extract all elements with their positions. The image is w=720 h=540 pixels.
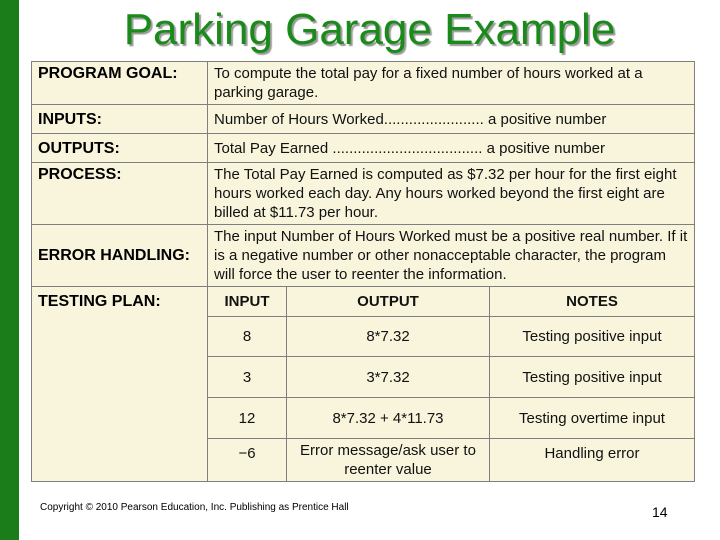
testing-plan-header-row [32,287,695,317]
slide-title: Parking Garage Example [123,5,616,54]
process-label: PROCESS: [32,163,208,225]
error-handling-label: ERROR HANDLING: [32,225,208,287]
outputs-row [32,134,695,163]
testing-output-cell: 8*7.32 [287,317,490,357]
specification-table [31,61,695,482]
testing-header-output: OUTPUT [287,287,490,317]
testing-notes-cell: Testing positive input [490,317,695,357]
program-goal-label: PROGRAM GOAL: [32,62,208,105]
error-handling-row [32,225,695,287]
program-goal-value: To compute the total pay for a fixed number of hours worked at a parking garage. [208,62,695,105]
testing-header-notes: NOTES [490,287,695,317]
testing-input-cell: 3 [208,357,287,398]
testing-plan-label: TESTING PLAN: [32,287,208,482]
program-goal-row [32,62,695,105]
process-value: The Total Pay Earned is computed as $7.32 per hour for the first eight hours worked each day. Any hours worked beyond the first eight are billed at $11.73 per hour. [208,163,695,225]
copyright-footer: Copyright © 2010 Pearson Education, Inc. Publishing as Prentice Hall [40,502,349,513]
testing-output-cell: Error message/ask user to reenter value [287,439,490,482]
inputs-label: INPUTS: [32,105,208,134]
testing-notes-cell: Handling error [490,439,695,482]
testing-output-cell: 8*7.32 + 4*11.73 [287,398,490,439]
page-number: 14 [652,504,668,520]
testing-notes-cell: Testing positive input [490,357,695,398]
inputs-value: Number of Hours Worked........................ a positive number [208,105,695,134]
testing-input-cell: 8 [208,317,287,357]
left-accent-bar [0,0,19,540]
testing-input-cell: 12 [208,398,287,439]
testing-notes-cell: Testing overtime input [490,398,695,439]
outputs-label: OUTPUTS: [32,134,208,163]
testing-output-cell: 3*7.32 [287,357,490,398]
testing-input-cell: −6 [208,439,287,482]
testing-header-input: INPUT [208,287,287,317]
inputs-row [32,105,695,134]
outputs-value: Total Pay Earned .................................... a positive number [208,134,695,163]
process-row [32,163,695,225]
error-handling-value: The input Number of Hours Worked must be a positive real number. If it is a negative number or other nonacceptable character, the program will force the user to reenter the information. [208,225,695,287]
